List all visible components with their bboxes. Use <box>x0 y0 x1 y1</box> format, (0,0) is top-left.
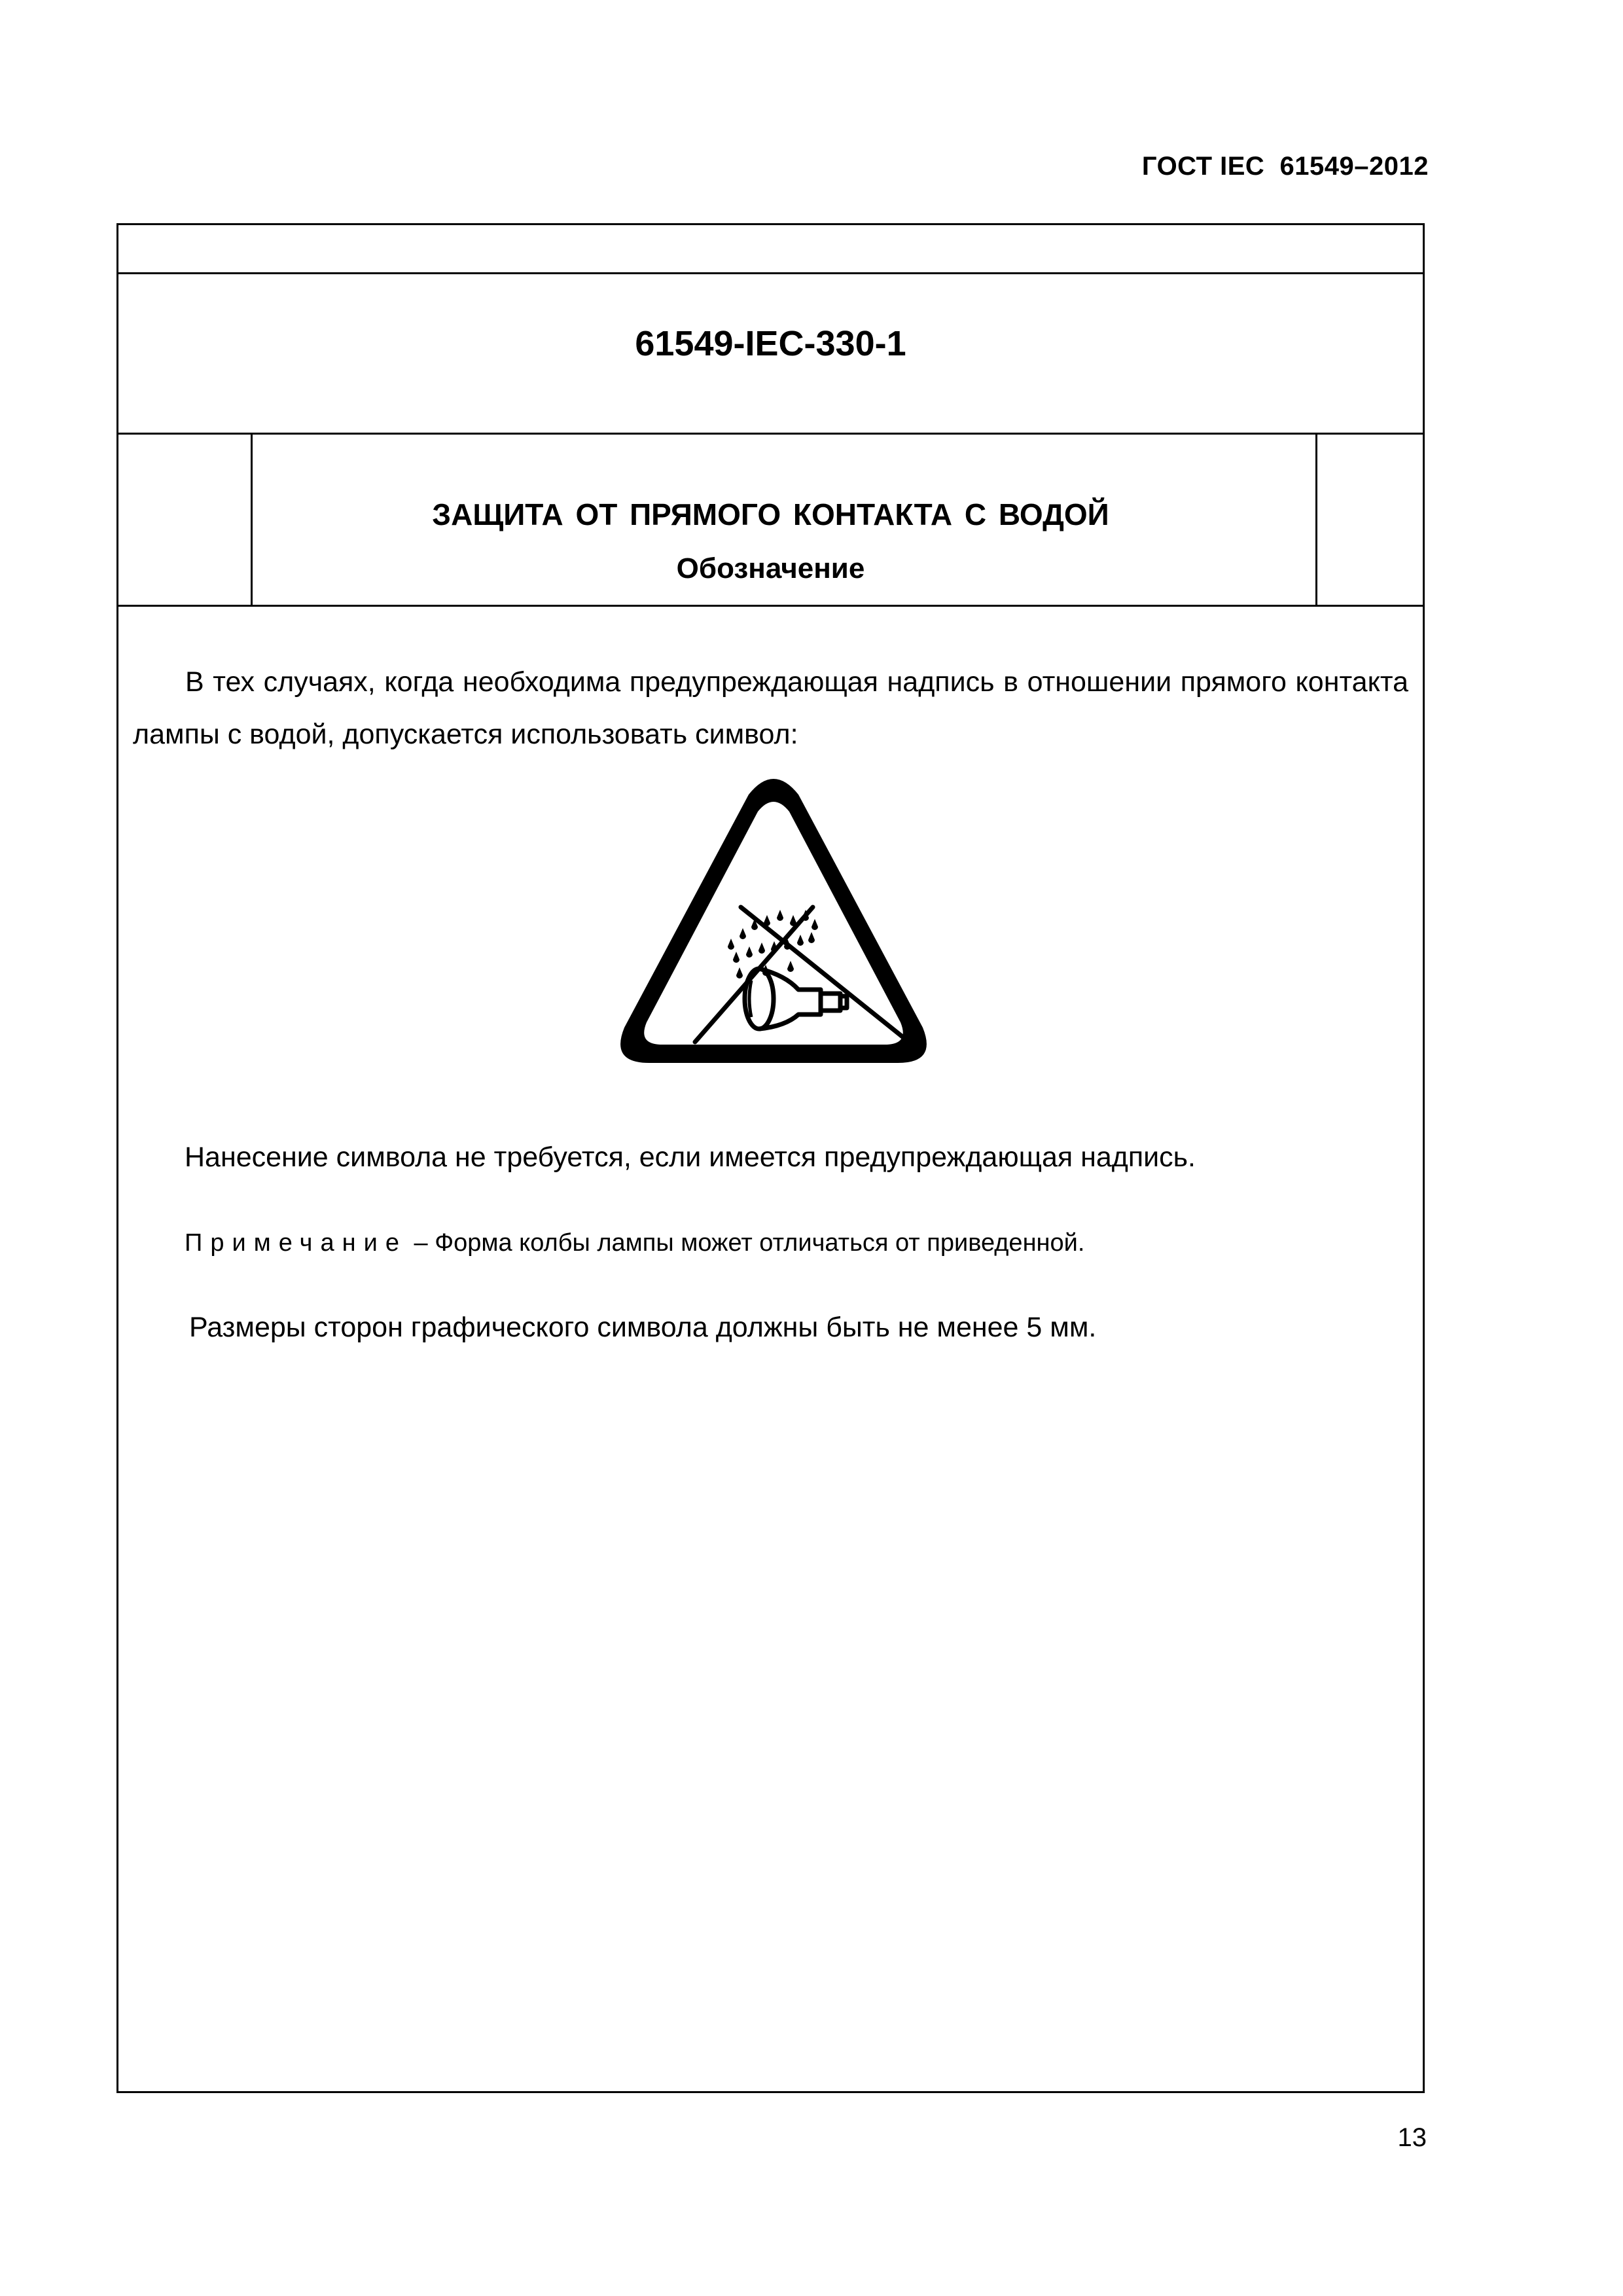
note-label: Примечание <box>185 1229 407 1257</box>
note-text: – Форма колбы лампы может отличаться от приведенной. <box>406 1229 1085 1257</box>
symbol-title: ЗАЩИТА ОТ ПРЯМОГО КОНТАКТА С ВОДОЙ <box>432 497 1109 531</box>
note <box>185 1229 1084 1257</box>
symbol-sheet-frame <box>116 223 1425 2093</box>
document-standard-header: ГОСТ IEC 61549–2012 <box>1141 152 1429 181</box>
size-requirement: Размеры сторон графического символа должны быть не менее 5 мм. <box>189 1312 1097 1343</box>
symbol-subtitle: Обозначение <box>676 552 865 584</box>
intro-paragraph: В тех случаях, когда необходима предупреждающая надпись в отношении прямого контакта лампы с водой, допускается использовать символ: <box>133 666 1408 750</box>
frame-divider-title <box>118 605 1423 607</box>
frame-divider-code <box>118 433 1423 435</box>
symbol-code: 61549-IEC-330-1 <box>635 324 906 363</box>
page-number: 13 <box>1397 2123 1427 2152</box>
no-water-contact-lamp-warning-icon <box>616 771 931 1076</box>
frame-divider-top <box>118 272 1423 274</box>
marking-statement: Нанесение символа не требуется, если имеется предупреждающая надпись. <box>185 1141 1196 1173</box>
